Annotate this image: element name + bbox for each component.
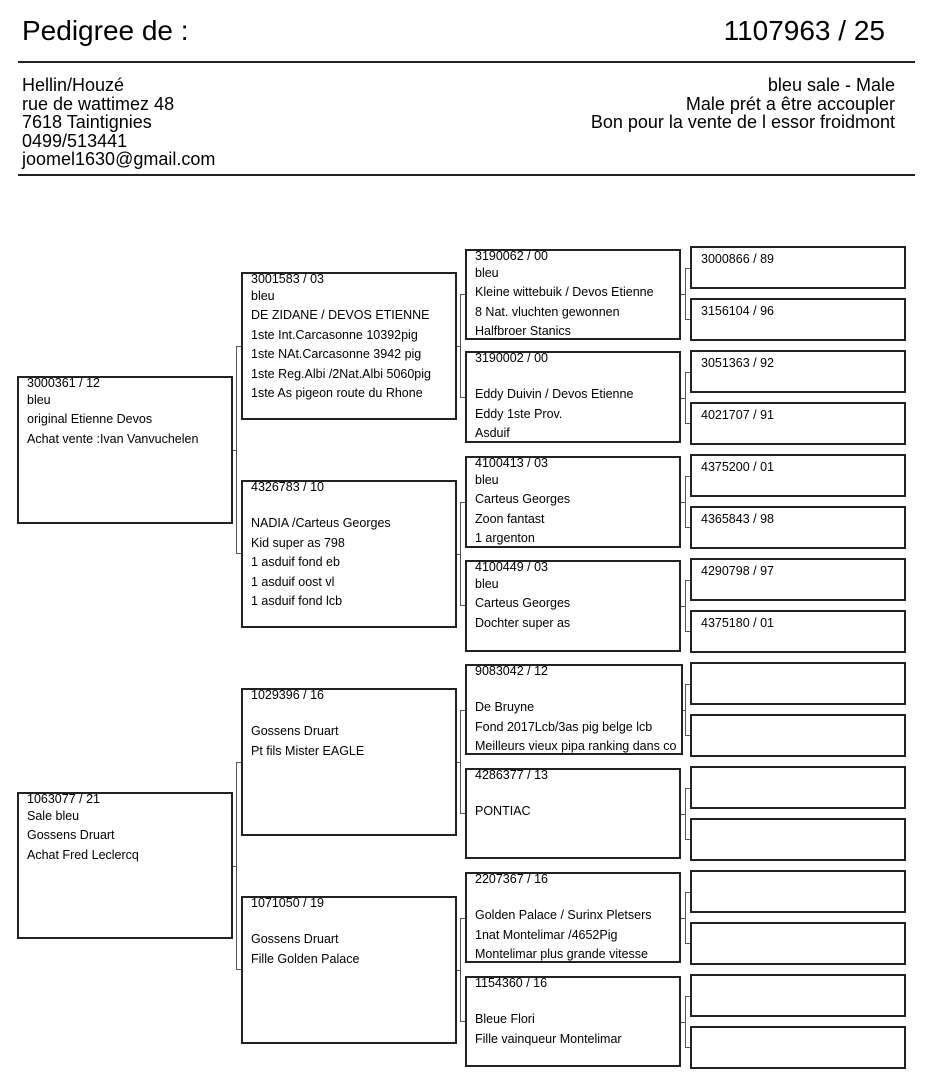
pedigree-box-gg-12[interactable]	[690, 818, 906, 861]
connector-stub	[681, 398, 685, 399]
ring-number: 3156104 / 96	[701, 304, 774, 318]
pedigree-box-grandparent-2[interactable]	[241, 480, 457, 628]
pedigree-box-gg-8[interactable]	[690, 610, 906, 653]
box-line: NADIA /Carteus Georges	[251, 516, 391, 531]
ring-number	[701, 928, 904, 943]
box-line	[475, 991, 679, 1010]
ring-number	[701, 824, 904, 839]
header-divider	[18, 61, 915, 63]
owner-city: 7618 Taintignies	[22, 112, 152, 132]
pedigree-box-gg-1[interactable]	[690, 246, 906, 289]
box-line: bleu	[475, 473, 499, 487]
box-line: bleu	[27, 393, 51, 407]
ring-number: 1029396 / 16	[251, 688, 324, 702]
box-line: Fille vainqueur Montelimar	[475, 1031, 622, 1046]
ring-number: 4326783 / 10	[251, 480, 324, 494]
pedigree-box-gg-3[interactable]	[690, 350, 906, 393]
pedigree-box-sire[interactable]	[17, 376, 233, 524]
ring-number	[701, 980, 904, 995]
pedigree-box-gg-10[interactable]	[690, 714, 906, 757]
box-line: Gossens Druart	[27, 828, 115, 843]
ring-number: 4365843 / 98	[701, 512, 774, 526]
ring-number: 9083042 / 12	[475, 664, 548, 678]
box-line: Fond 2017Lcb/3as pig belge lcb	[475, 719, 653, 734]
ring-number: 3001583 / 03	[251, 272, 324, 286]
ring-number: 2207367 / 16	[475, 872, 548, 886]
box-line: 1ste Int.Carcasonne 10392pig	[251, 327, 418, 342]
box-line: bleu	[475, 266, 499, 280]
pedigree-box-grandparent-4[interactable]	[241, 896, 457, 1044]
box-line: Kleine wittebuik / Devos Etienne	[475, 285, 654, 300]
box-line: Zoon fantast	[475, 511, 545, 526]
box-line	[475, 783, 679, 802]
subject-ring-number: 1107963 / 25	[723, 15, 885, 46]
box-line: Kid super as 798	[251, 535, 345, 550]
box-line: Gossens Druart	[251, 932, 339, 947]
info-divider	[18, 174, 915, 176]
box-line: Fille Golden Palace	[251, 951, 360, 966]
box-line: 1 argenton	[475, 531, 535, 546]
bird-note-2: Bon pour la vente de l essor froidmont	[590, 112, 895, 132]
pedigree-box-great-grandparent-8[interactable]	[465, 976, 681, 1067]
connector-stub	[681, 918, 685, 919]
pedigree-box-gg-4[interactable]	[690, 402, 906, 445]
pedigree-box-great-grandparent-6[interactable]	[465, 768, 681, 859]
box-line: Gossens Druart	[251, 724, 339, 739]
box-line: Meilleurs vieux pipa ranking dans co	[475, 739, 677, 754]
box-line: 1 asduif oost vl	[251, 574, 335, 589]
box-line: Achat vente :Ivan Vanvuchelen	[27, 431, 199, 446]
ring-number: 4100413 / 03	[475, 456, 548, 470]
ring-number: 3000361 / 12	[27, 376, 100, 390]
box-line: 1ste NAt.Carcasonne 3942 pig	[251, 347, 422, 362]
pedigree-box-grandparent-1[interactable]	[241, 272, 457, 420]
pedigree-box-gg-11[interactable]	[690, 766, 906, 809]
owner-email: joomel1630@gmail.com	[22, 149, 216, 169]
connector-stub	[681, 814, 685, 815]
connector-stub	[457, 346, 460, 347]
box-line: Montelimar plus grande vitesse	[475, 947, 648, 962]
ring-number	[701, 668, 904, 683]
ring-number: 1063077 / 21	[27, 792, 100, 806]
box-line: Asduif	[475, 426, 510, 441]
ring-number: 4286377 / 13	[475, 768, 548, 782]
ring-number	[701, 720, 904, 735]
box-line	[475, 366, 679, 385]
pedigree-box-gg-14[interactable]	[690, 922, 906, 965]
pedigree-box-gg-15[interactable]	[690, 974, 906, 1017]
ring-number: 4100449 / 03	[475, 560, 548, 574]
ring-number: 4375180 / 01	[701, 616, 774, 630]
ring-number	[701, 1032, 904, 1047]
pedigree-box-great-grandparent-7[interactable]	[465, 872, 681, 963]
box-line: 8 Nat. vluchten gewonnen	[475, 304, 620, 319]
bird-info	[591, 76, 895, 132]
ring-number	[701, 876, 904, 891]
connector-stub	[457, 762, 460, 763]
bird-note-1: Male prét a être accoupler	[685, 93, 895, 114]
ring-number: 3190062 / 00	[475, 249, 548, 263]
ring-number: 4290798 / 97	[701, 564, 774, 578]
connector-stub	[681, 1022, 685, 1023]
ring-number: 1154360 / 16	[475, 976, 548, 990]
page-title: Pedigree de :	[22, 15, 189, 46]
box-line: Sale bleu	[27, 809, 80, 823]
pedigree-box-gg-16[interactable]	[690, 1026, 906, 1069]
pedigree-box-gg-5[interactable]	[690, 454, 906, 497]
box-line	[475, 679, 681, 698]
pedigree-box-grandparent-3[interactable]	[241, 688, 457, 836]
owner-details	[22, 76, 215, 169]
box-line: 1 asduif fond lcb	[251, 593, 343, 608]
box-line: 1ste Reg.Albi /2Nat.Albi 5060pig	[251, 366, 431, 381]
bird-color-sex: bleu sale - Male	[767, 75, 895, 95]
box-line: Halfbroer Stanics	[475, 324, 571, 339]
box-line: bleu	[251, 289, 275, 303]
box-line: PONTIAC	[475, 804, 531, 819]
pedigree-box-gg-7[interactable]	[690, 558, 906, 601]
box-line: DE ZIDANE / DEVOS ETIENNE	[251, 308, 430, 323]
box-line: Achat Fred Leclercq	[27, 847, 139, 862]
box-line	[251, 911, 455, 930]
connector-stub	[681, 294, 685, 295]
ring-number: 3051363 / 92	[701, 356, 774, 370]
box-line: Pt fils Mister EAGLE	[251, 743, 365, 758]
box-line: Eddy 1ste Prov.	[475, 406, 563, 421]
ring-number: 4375200 / 01	[701, 460, 774, 474]
box-line: original Etienne Devos	[27, 412, 153, 427]
box-line: Eddy Duivin / Devos Etienne	[475, 387, 634, 402]
box-line: Carteus Georges	[475, 492, 571, 507]
box-line: Bleue Flori	[475, 1012, 535, 1027]
pedigree-box-gg-9[interactable]	[690, 662, 906, 705]
box-line	[251, 703, 455, 722]
connector-stub	[681, 606, 685, 607]
ring-number: 3000866 / 89	[701, 252, 774, 266]
pedigree-box-dam[interactable]	[17, 792, 233, 939]
box-line	[251, 495, 455, 514]
box-line: Carteus Georges	[475, 596, 571, 611]
owner-street: rue de wattimez 48	[22, 93, 175, 114]
pedigree-box-great-grandparent-2[interactable]	[465, 351, 681, 443]
connector-stub	[457, 554, 460, 555]
box-line: 1ste As pigeon route du Rhone	[251, 385, 423, 400]
ring-number: 1071050 / 19	[251, 896, 324, 910]
box-line: bleu	[475, 577, 499, 591]
owner-name: Hellin/Houzé	[22, 75, 125, 95]
pedigree-box-great-grandparent-5[interactable]	[465, 664, 681, 755]
owner-phone: 0499/513441	[22, 130, 128, 151]
box-line: 1nat Montelimar /4652Pig	[475, 927, 618, 942]
pedigree-box-gg-2[interactable]	[690, 298, 906, 341]
pedigree-box-gg-6[interactable]	[690, 506, 906, 549]
ring-number	[701, 772, 904, 787]
pedigree-box-great-grandparent-1[interactable]	[465, 249, 681, 340]
box-line	[475, 887, 679, 906]
pedigree-box-great-grandparent-3[interactable]	[465, 456, 681, 548]
connector-stub	[681, 502, 685, 503]
box-line: De Bruyne	[475, 700, 535, 715]
pedigree-box-great-grandparent-4[interactable]	[465, 560, 681, 652]
box-line: Golden Palace / Surinx Pletsers	[475, 908, 652, 923]
ring-number: 4021707 / 91	[701, 408, 774, 422]
box-line: Dochter super as	[475, 615, 571, 630]
pedigree-box-gg-13[interactable]	[690, 870, 906, 913]
ring-number: 3190002 / 00	[475, 351, 548, 365]
connector-stub	[457, 970, 460, 971]
box-line: 1 asduif fond eb	[251, 555, 340, 570]
